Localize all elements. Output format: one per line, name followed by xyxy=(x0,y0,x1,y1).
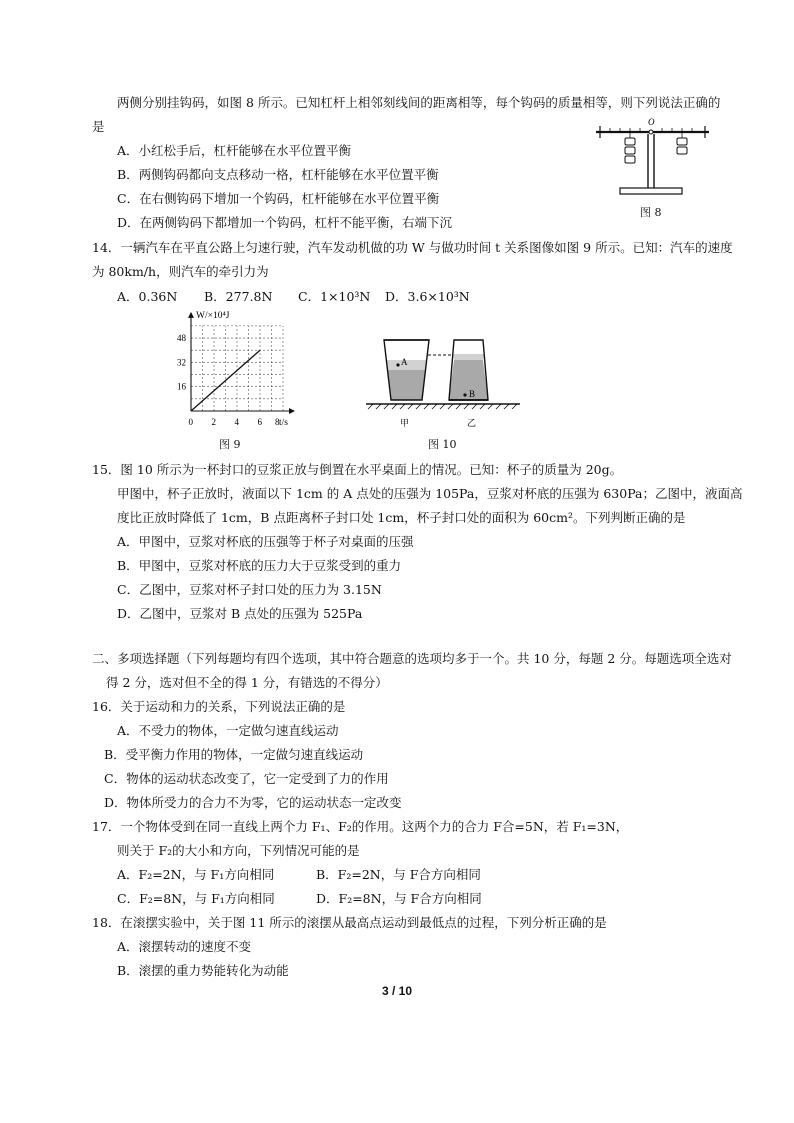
q16-option-d: D．物体所受力的合力不为零，它的运动状态一定改变 xyxy=(104,795,402,810)
q18-stem: 18．在滚摆实验中，关于图 11 所示的滚摆从最高点运动到最低点的过程，下列分析正确的是 xyxy=(92,915,607,930)
q15-option-c: C．乙图中，豆浆对杯子封口处的压力为 3.15N xyxy=(117,582,382,597)
q13-option-d: D．在两侧钩码下都增加一个钩码，杠杆不能平衡，右端下沉 xyxy=(117,215,453,230)
point-a-label: A xyxy=(401,357,408,367)
q14-option-c: C．1×10³N xyxy=(298,289,371,304)
q14-stem-line1: 14．一辆汽车在平直公路上匀速行驶，汽车发动机做的功 W 与做功时间 t 关系图像如图 9 所示。已知：汽车的速度 xyxy=(92,240,733,255)
q16-option-a: A．不受力的物体，一定做匀速直线运动 xyxy=(117,723,339,738)
q16-option-b: B．受平衡力作用的物体，一定做匀速直线运动 xyxy=(104,747,364,762)
q17-stem-line1: 17．一个物体受到在同一直线上两个力 F₁、F₂的作用。这两个力的合力 F合=5N，若 F₁=3N， xyxy=(92,819,629,834)
q18-option-a: A．滚摆转动的速度不变 xyxy=(117,939,252,954)
q17-option-b: B．F₂=2N，与 F合方向相同 xyxy=(316,867,481,882)
q15-stem-line2: 甲图中，杯子正放时，液面以下 1cm 的 A 点处的压强为 105Pa，豆浆对杯底的压强为 630Pa；乙图中，液面高 xyxy=(117,486,743,501)
q15-option-a: A．甲图中，豆浆对杯底的压强等于杯子对桌面的压强 xyxy=(117,534,414,549)
x-tick-label: 2 xyxy=(211,417,216,427)
q13-option-c: C．在右侧钩码下增加一个钩码，杠杆能够在水平位置平衡 xyxy=(117,191,440,206)
q15-stem-line1: 15．图 10 所示为一杯封口的豆浆正放与倒置在水平桌面上的情况。已知：杯子的质量为 20g。 xyxy=(92,462,623,477)
q13-stem-line1: 两侧分别挂钩码，如图 8 所示。已知杠杆上相邻刻线间的距离相等，每个钩码的质量相等，则下列说法正确的 xyxy=(117,95,721,110)
cup-yi-label: 乙 xyxy=(467,418,477,428)
y-tick-label: 32 xyxy=(177,357,186,368)
q14-option-a: A．0.36N xyxy=(117,289,178,304)
section-2-heading: 二、多项选择题（下列每题均有四个选项，其中符合题意的选项均多于一个。共 10 分，每题 2 分。每题选项全选对 xyxy=(92,651,732,666)
lever-figure xyxy=(590,112,715,198)
cup-jia-label: 甲 xyxy=(400,418,410,428)
cups-figure xyxy=(360,332,525,430)
q15-option-d: D．乙图中，豆浆对 B 点处的压强为 525Pa xyxy=(117,606,363,621)
q13-option-a: A．小红松手后，杠杆能够在水平位置平衡 xyxy=(117,143,352,158)
figure-8-caption: 图 8 xyxy=(640,206,662,219)
q17-option-d: D．F₂=8N，与 F合方向相同 xyxy=(316,891,482,906)
work-time-chart xyxy=(168,306,298,428)
page-number: 3 / 10 xyxy=(381,984,413,998)
q17-option-a: A．F₂=2N，与 F₁方向相同 xyxy=(117,867,275,882)
x-tick-label: 8 xyxy=(275,417,280,427)
y-axis-arrow xyxy=(188,312,194,318)
point-b-label: B xyxy=(469,389,476,399)
x-axis-arrow xyxy=(289,408,295,414)
x-tick-label: 0 xyxy=(188,417,193,427)
q17-option-c: C．F₂=8N，与 F₁方向相同 xyxy=(117,891,275,906)
figure-9-caption: 图 9 xyxy=(219,438,241,451)
figure-10-caption: 图 10 xyxy=(428,438,457,451)
q16-stem: 16．关于运动和力的关系，下列说法正确的是 xyxy=(92,699,346,714)
y-tick-label: 16 xyxy=(177,381,186,392)
x-tick-label: 4 xyxy=(234,417,239,427)
q14-option-d: D．3.6×10³N xyxy=(385,289,470,304)
pivot-label: O xyxy=(648,117,655,127)
x-tick-label: 6 xyxy=(257,417,262,427)
q16-option-c: C．物体的运动状态改变了，它一定受到了力的作用 xyxy=(104,771,389,786)
y-tick-label: 48 xyxy=(177,333,186,344)
section-2-heading-cont: 得 2 分，选对但不全的得 1 分，有错选的不得分） xyxy=(106,675,388,690)
q13-stem-line2: 是 xyxy=(92,119,105,134)
q15-stem-line3: 度比正放时降低了 1cm，B 点距离杯子封口处 1cm，杯子封口处的面积为 60cm²。下列判断正确的是 xyxy=(117,510,686,525)
x-axis-label: t/s xyxy=(279,418,288,428)
q14-option-b: B．277.8N xyxy=(204,289,273,304)
q14-stem-line2: 为 80km/h，则汽车的牵引力为 xyxy=(92,264,269,279)
q15-option-b: B．甲图中，豆浆对杯底的压力大于豆浆受到的重力 xyxy=(117,558,402,573)
q18-option-b: B．滚摆的重力势能转化为动能 xyxy=(117,963,289,978)
q13-option-b: B．两侧钩码都向支点移动一格，杠杆能够在水平位置平衡 xyxy=(117,167,439,182)
y-axis-label: W/×10⁴J xyxy=(196,310,230,321)
q17-stem-line2: 则关于 F₂的大小和方向，下列情况可能的是 xyxy=(117,843,360,858)
